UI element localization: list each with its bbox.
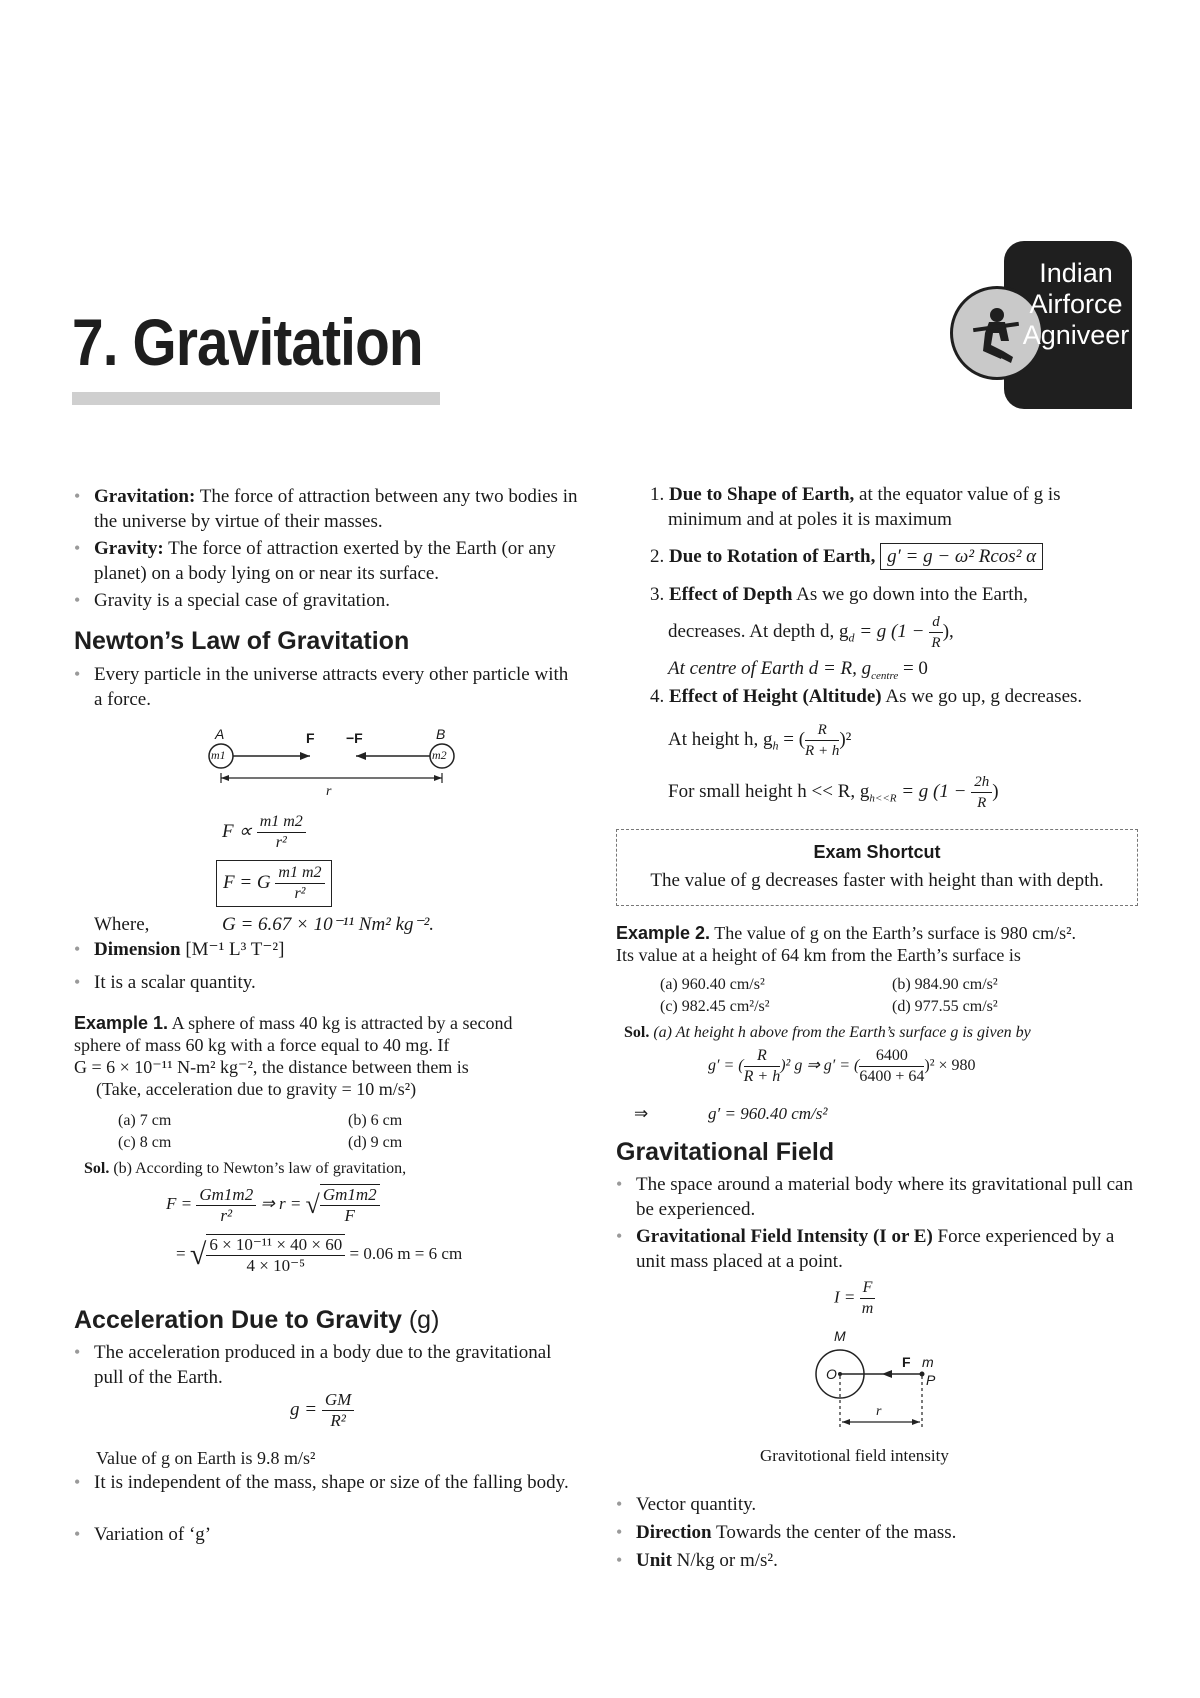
variation-4-frac-den: R + h — [805, 743, 840, 759]
diagram-force-neg-f: −F — [346, 730, 363, 746]
example-2-line-2: Its value at a height of 64 km from the Earth’s surface is — [616, 945, 1021, 965]
field-diagram-f: F — [902, 1354, 911, 1370]
example-1 — [74, 1012, 584, 1100]
gravitation-formula-lhs: F = G — [223, 871, 271, 893]
variation-3-centre-text: At centre of Earth d = R, g — [668, 658, 872, 679]
variation-1-label: Due to Shape of Earth, — [669, 484, 855, 505]
example-1-line-1: A sphere of mass 40 kg is attracted by a second — [168, 1013, 513, 1033]
g-formula-lhs: g = — [290, 1398, 318, 1420]
g-formula — [290, 1390, 354, 1431]
variation-4-height — [668, 720, 851, 761]
example-2-option-a: (a) 960.40 cm/s² — [660, 976, 765, 993]
intensity-formula — [834, 1278, 875, 1319]
example-2-option-b: (b) 984.90 cm/s² — [892, 976, 998, 993]
solution-1-result: = 0.06 m = 6 cm — [349, 1243, 463, 1263]
bullet-independent: • It is independent of the mass, shape or size of the falling body. — [94, 1470, 594, 1495]
exam-shortcut-box — [616, 829, 1138, 906]
g-formula-num: GM — [322, 1390, 354, 1411]
solution-1-formula-2: = √ $\frac{\text{6 × 10⁻¹¹ × 40 × 60}}{\text{4 × 10⁻⁵}}$ = 0.06 m = 6 cm — [176, 1235, 463, 1275]
bullet-direction — [636, 1520, 1142, 1545]
solution-2-num-1: R — [744, 1046, 781, 1067]
brand-line-3: Agniveer — [1022, 320, 1130, 350]
variation-3-depth-text: decreases. At depth d, g — [668, 620, 849, 642]
solution-1-calc-den: 4 × 10⁻⁵ — [246, 1256, 306, 1275]
chapter-title: 7. Gravitation — [72, 305, 423, 379]
intensity-formula-num: F — [860, 1278, 876, 1299]
example-2 — [616, 922, 1156, 966]
variation-4-text: As we go up, g decreases. — [881, 686, 1083, 707]
variation-3-text: As we go down into the Earth, — [792, 584, 1028, 605]
field-diagram-o: O — [826, 1366, 837, 1382]
variation-4-small — [668, 772, 999, 813]
example-1-line-2: sphere of mass 60 kg with a force equal to 40 mg. If — [74, 1035, 450, 1055]
variation-4-small-close: ) — [992, 780, 999, 802]
bullet-unit — [636, 1548, 1142, 1573]
gravity-label: Gravity: — [94, 538, 164, 559]
example-1-line-4: (Take, acceleration due to gravity = 10 m/s²) — [96, 1079, 417, 1099]
solution-2-label: Sol. — [624, 1024, 650, 1041]
solution-2-den-2: 6400 + 64 — [859, 1068, 925, 1085]
solution-1-f-den: r² — [220, 1205, 233, 1225]
diagram-mass-1: m1 — [211, 748, 226, 762]
variation-3 — [650, 582, 1028, 607]
variation-3-label: Effect of Depth — [669, 584, 793, 605]
diagram-mass-2: m2 — [432, 748, 447, 762]
field-intensity-text: Force experienced by a unit mass placed at a point. — [636, 1226, 1115, 1272]
diagram-force-f: F — [306, 730, 315, 746]
variation-4-frac-num: R — [805, 720, 839, 741]
dimension-label: Dimension — [94, 939, 181, 960]
variation-4-height-text: At height h, g — [668, 728, 773, 750]
diagram-label-b: B — [436, 726, 446, 742]
variation-4-height-close: )² — [839, 728, 852, 750]
variation-4-number: 4. — [650, 686, 665, 707]
bullet-gravity — [94, 536, 580, 586]
variation-1-text: at the equator value of g is — [854, 484, 1061, 505]
variation-3-centre-sub: centre — [871, 669, 899, 682]
variation-4-small-eq: = g (1 − — [896, 780, 967, 802]
example-1-option-d: (d) 9 cm — [348, 1134, 403, 1151]
field-intensity-label: Gravitational Field Intensity (I or E) — [636, 1226, 933, 1247]
solution-1-calc-num: 6 × 10⁻¹¹ × 40 × 60 — [206, 1235, 345, 1256]
where-label: Where, — [94, 914, 150, 935]
variation-3-frac-num: d — [929, 612, 943, 633]
g-formula-den: R² — [330, 1411, 346, 1430]
variation-4-small-text: For small height h << R, g — [668, 780, 870, 802]
gravitation-formula-numerator: m1 m2 — [275, 863, 324, 884]
bullet-every-particle: • Every particle in the universe attracts every other particle with a force. — [94, 662, 580, 712]
bullet-special-case: • Gravity is a special case of gravitation. — [94, 588, 580, 613]
intensity-formula-den: m — [861, 1300, 874, 1317]
variation-4-small-num: 2h — [971, 772, 992, 793]
diagram-distance-r: r — [326, 784, 332, 799]
solution-1-f-num: Gm1m2 — [196, 1185, 256, 1206]
example-1-option-b: (b) 6 cm — [348, 1112, 403, 1129]
variation-4-height-sub: h — [772, 738, 779, 753]
solution-2-den-1: R + h — [743, 1068, 781, 1085]
solution-1-r-eq: ⇒ r = — [260, 1193, 302, 1213]
field-diagram-m-small: m — [922, 1354, 934, 1370]
solution-1-eq-sign: = — [176, 1243, 186, 1263]
solution-1-root-num: Gm1m2 — [320, 1185, 380, 1206]
example-1-option-a: (a) 7 cm — [118, 1112, 172, 1129]
title-underline-bar — [72, 392, 440, 405]
gravitation-text: The force of attraction between any two bodies in the universe by virtue of their masses. — [94, 486, 578, 532]
gravitational-constant: G = 6.67 × 10⁻¹¹ Nm² kg⁻². — [222, 914, 435, 935]
brand-line-2: Airforce — [1029, 289, 1123, 319]
bullet-acceleration: • The acceleration produced in a body due to the gravitational pull of the Earth. — [94, 1340, 580, 1390]
variation-3-depth — [668, 612, 954, 653]
solution-2-lhs: g′ = ( — [708, 1057, 744, 1075]
direction-text: Towards the center of the mass. — [711, 1522, 957, 1543]
example-2-line-1: The value of g on the Earth’s surface is 980 cm/s². — [710, 923, 1077, 943]
variation-1-text-2: minimum and at poles it is maximum — [668, 509, 952, 530]
intensity-formula-lhs: I = — [834, 1287, 856, 1307]
variation-4-small-sub: h<<R — [869, 792, 897, 805]
field-diagram-p: P — [926, 1372, 936, 1388]
solution-1-root-den: F — [344, 1206, 355, 1225]
brand-line-1: Indian — [1039, 258, 1113, 288]
bullet-field-space: • The space around a material body where its gravitational pull can be experienced. — [636, 1172, 1142, 1222]
solution-2-end: )² × 980 — [924, 1057, 976, 1075]
variation-3-close: ), — [942, 620, 954, 642]
example-2-option-d: (d) 977.55 cm/s² — [892, 998, 998, 1015]
exam-shortcut-title: Exam Shortcut — [813, 842, 941, 862]
example-1-line-3: G = 6 × 10⁻¹¹ N-m² kg⁻², the distance between them is — [74, 1057, 469, 1077]
variation-2-number: 2. — [650, 546, 665, 567]
solution-1-text: (b) According to Newton’s law of gravitation, — [109, 1160, 407, 1177]
acceleration-heading-text: Acceleration Due to Gravity — [74, 1306, 402, 1334]
variation-1-number: 1. — [650, 484, 665, 505]
solution-2-implies: ⇒ — [634, 1104, 649, 1123]
unit-label: Unit — [636, 1550, 672, 1571]
variation-4-height-eq: = ( — [778, 728, 806, 750]
gravitation-formula-denominator: r² — [294, 885, 306, 902]
diagram-label-a: A — [215, 726, 225, 742]
field-diagram-caption: Gravitotional field intensity — [760, 1446, 949, 1465]
bullet-vector: • Vector quantity. — [636, 1492, 1142, 1517]
solution-2-mid: )² g ⇒ g′ = ( — [780, 1057, 860, 1075]
proportional-lhs: F ∝ — [222, 820, 252, 842]
variation-2 — [650, 544, 1043, 569]
direction-label: Direction — [636, 1522, 712, 1543]
gravitation-label: Gravitation: — [94, 486, 196, 507]
proportional-formula — [222, 812, 306, 853]
bullet-gravitation — [94, 484, 580, 534]
variation-4 — [650, 684, 1082, 709]
bullet-field-intensity — [636, 1224, 1142, 1274]
solution-2-intro — [624, 1024, 1031, 1042]
solution-2-formula — [708, 1046, 976, 1087]
field-diagram-r: r — [876, 1404, 882, 1419]
variation-3-depth-sub: d — [848, 630, 855, 645]
gravity-text: The force of attraction exerted by the Earth (or any planet) on a body lying on or near its surface. — [94, 538, 556, 584]
solution-1-intro — [84, 1160, 406, 1178]
unit-text: N/kg or m/s². — [671, 1550, 778, 1571]
variation-4-small-den: R — [977, 795, 987, 811]
example-2-label: Example 2. — [616, 923, 711, 943]
variation-2-formula: g′ = g − ω² Rcos² α — [880, 543, 1043, 570]
solution-1-label: Sol. — [84, 1160, 110, 1177]
variation-1 — [650, 482, 1061, 532]
newton-heading: Newton’s Law of Gravitation — [74, 627, 410, 655]
gravitational-field-heading: Gravitational Field — [616, 1138, 835, 1166]
example-1-label: Example 1. — [74, 1013, 169, 1033]
acceleration-heading-symbol: (g) — [408, 1306, 440, 1334]
g-value-text: Value of g on Earth is 9.8 m/s² — [96, 1448, 316, 1468]
solution-1-formula-1: F = $\frac{Gm1m2}{\text{r²}}$ ⇒ r = √ $\frac{Gm1m2}{F}$ — [166, 1184, 380, 1226]
solution-1-f-lhs: F = — [166, 1193, 193, 1213]
proportional-denominator: r² — [275, 834, 287, 851]
variation-2-label: Due to Rotation of Earth, — [669, 546, 876, 567]
variation-3-depth-formula: = g (1 − — [854, 620, 925, 642]
bullet-dimension — [94, 937, 580, 962]
variation-4-label: Effect of Height (Altitude) — [669, 686, 882, 707]
proportional-numerator: m1 m2 — [257, 812, 306, 833]
field-diagram-m-large: M — [834, 1328, 846, 1344]
solution-2-result: g′ = 960.40 cm/s² — [708, 1104, 828, 1123]
variation-3-centre-val: = 0 — [898, 658, 928, 679]
dimension-value: [M⁻¹ L³ T⁻²] — [180, 939, 285, 960]
example-2-option-c: (c) 982.45 cm²/s² — [660, 998, 770, 1015]
bullet-variation: • Variation of ‘g’ — [94, 1522, 580, 1547]
variation-3-number: 3. — [650, 584, 665, 605]
solution-2-num-2: 6400 — [859, 1046, 924, 1067]
solution-2-text: (a) At height h above from the Earth’s surface g is given by — [649, 1024, 1031, 1041]
gravitation-formula-box — [216, 860, 332, 907]
variation-3-frac-den: R — [931, 635, 941, 651]
bullet-scalar: • It is a scalar quantity. — [94, 970, 580, 995]
example-1-option-c: (c) 8 cm — [118, 1134, 172, 1151]
acceleration-heading — [74, 1306, 439, 1335]
exam-shortcut-text: The value of g decreases faster with height than with depth. — [650, 870, 1104, 891]
